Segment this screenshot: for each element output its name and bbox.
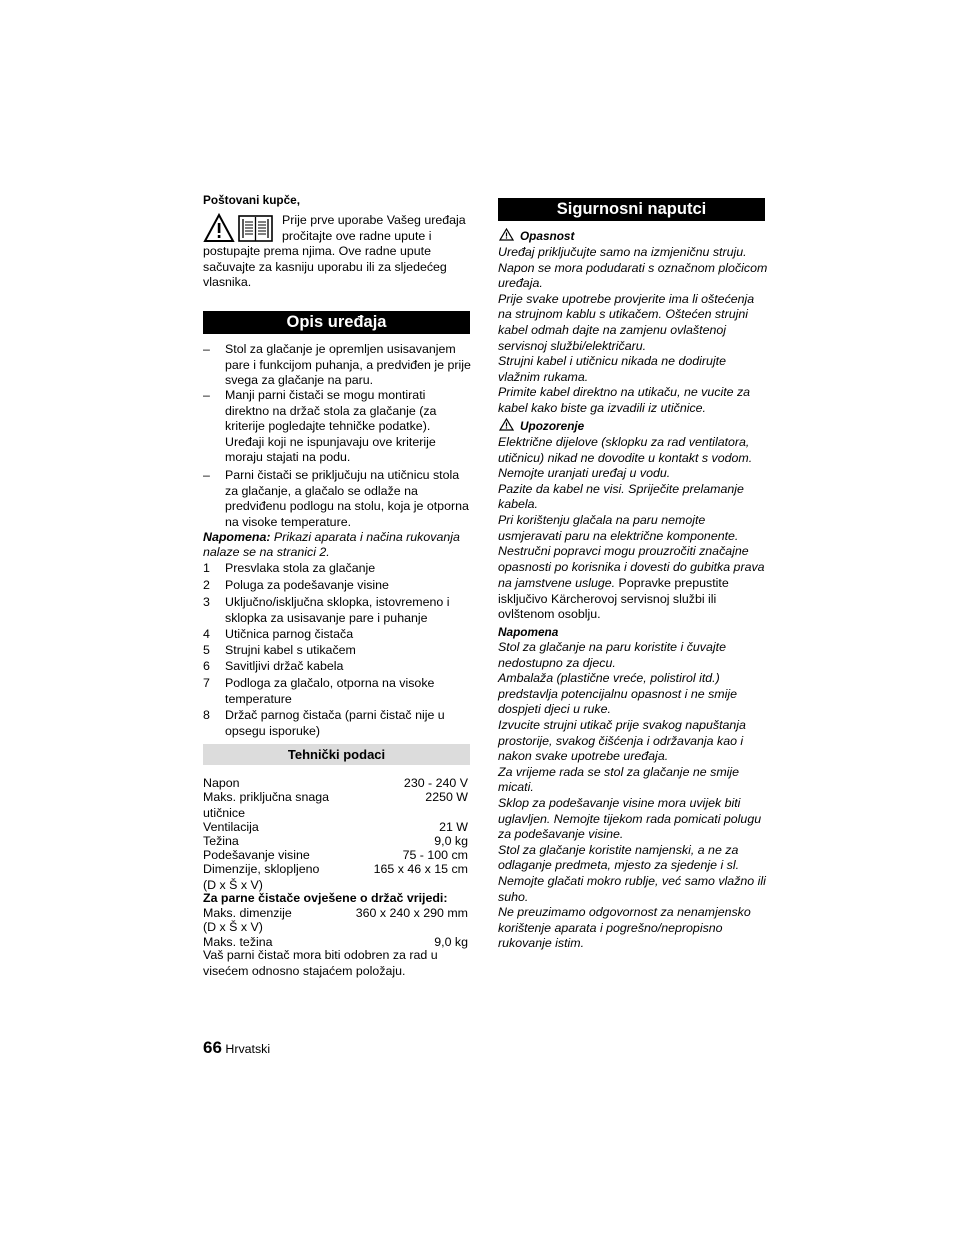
spec-key: Podešavanje visine	[203, 848, 310, 862]
text-line: Nemojte uranjati uređaj u vodu.	[498, 466, 671, 481]
item-text: Savitljivi držač kabela	[225, 659, 344, 673]
item-text: Uključno/isključna sklopka, istovremeno i	[225, 595, 450, 609]
text-line: Prije svake upotrebe provjerite ima li oštećenja	[498, 291, 755, 306]
spec-row	[203, 920, 468, 934]
mixed-italic: na jamstvene usluge.	[498, 576, 616, 590]
text-line: Izvucite strujni utikač prije svakog napuštanja	[498, 718, 746, 732]
warning-icon	[499, 228, 514, 244]
bullet-line: direktno na držač stola za glačanje (za	[225, 403, 437, 418]
item-number: 7	[203, 676, 210, 690]
spec-row	[203, 935, 468, 949]
item-number: 4	[203, 627, 210, 641]
text-line: uglavljen. Nemojte tijekom rada pomicati polugu	[498, 811, 762, 826]
text-line: Stol za glačanje koristite namjenski, a ne za	[498, 842, 739, 857]
item-text: Poluga za podešavanje visine	[225, 578, 389, 592]
text-line: korištenje aparata i pogrešno/nepropisno	[498, 920, 723, 935]
text-line: servisnoj službi/električaru.	[498, 338, 647, 353]
greeting: Poštovani kupče,	[203, 193, 301, 207]
footer	[203, 1038, 270, 1059]
intro-line: pročitajte ove radne upute i	[282, 229, 432, 243]
spec-key: (D x Š x V)	[203, 878, 263, 892]
spec-row	[203, 878, 468, 892]
note-line	[203, 530, 460, 546]
bullet-mark: –	[203, 388, 210, 402]
spec-key: (D x Š x V)	[203, 920, 263, 934]
item-text: Presvlaka stola za glačanje	[225, 561, 376, 575]
page-number: 66	[203, 1038, 222, 1057]
section-title-opis: Opis uređaja	[203, 311, 470, 334]
text-line: na strujnom kablu s utikačem. Oštećen strujni	[498, 307, 748, 322]
spec-value: 165 x 46 x 15 cm	[373, 862, 468, 876]
napomena-label: Napomena	[498, 625, 559, 639]
spec-key: Težina	[203, 834, 239, 848]
text-line: nedostupno za djecu.	[498, 655, 616, 670]
text-line: prostorije, svakog čišćenja i održavanja kao i	[498, 733, 744, 748]
spec-row	[203, 790, 468, 804]
intro-line: vlasnika.	[203, 275, 252, 289]
item-text: Držač parnog čistača (parni čistač nije u	[225, 708, 445, 722]
spec-row	[203, 906, 468, 920]
spec-row	[203, 820, 468, 834]
text-line: Pazite da kabel ne visi. Spriječite prelamanje	[498, 481, 744, 496]
text-line: Ambalaža (plastične vreće, polistirol itd.)	[498, 671, 720, 686]
plain-line: ovlštenom osoblju.	[498, 607, 601, 621]
spec-row	[203, 834, 468, 848]
text-line: nakon svake upotrebe uređaja.	[498, 749, 669, 764]
bullet-line: Manji parni čistači se mogu montirati	[225, 388, 426, 402]
bullet-line: Parni čistači se priključuju na utičnicu stola	[225, 468, 460, 482]
text-line: Napon se mora podudarati s označnom pločicom	[498, 260, 768, 275]
spec-value: 9,0 kg	[434, 834, 468, 848]
bullet-line: Uređaji koji ne ispunjavaju ove kriterije	[225, 434, 436, 449]
spec-row	[203, 862, 468, 876]
text-line: vlažnim rukama.	[498, 369, 589, 384]
bullet-mark: –	[203, 468, 210, 482]
upozorenje-label: Upozorenje	[520, 419, 585, 433]
text-line: Strujni kabel i utičnicu nikada ne dodirujte	[498, 354, 726, 369]
intro-line: postupajte prema njima. Ove radne upute	[203, 244, 431, 258]
item-text: sklopka za usisavanje pare i puhanje	[225, 610, 428, 625]
item-number: 1	[203, 561, 210, 575]
text-line: Stol za glačanje na paru koristite i čuvajte	[498, 640, 726, 654]
bullet-line: moraju stajati na podu.	[225, 450, 351, 464]
spec-key: utičnice	[203, 806, 246, 820]
text-line: uređaja.	[498, 276, 543, 291]
spec-value: 21 W	[439, 820, 468, 834]
text-line: Nestručni popravci mogu prouzročiti značajne	[498, 544, 749, 559]
spec-key: Ventilacija	[203, 820, 259, 834]
intro-line: sačuvajte za kasniju uporabu ili za sljedećeg	[203, 260, 447, 274]
text-line: opasnosti po korisnika i dovesti do gubitka prava	[498, 559, 765, 574]
specs-tail: visećem odnosno stajaćem položaju.	[203, 964, 406, 978]
text-line: dospjeti djeci u ruke.	[498, 702, 611, 717]
bullet-mark: –	[203, 342, 210, 356]
bullet-line: kriterije pogledajte tehničke podatke).	[225, 419, 431, 433]
footer-language: Hrvatski	[225, 1042, 271, 1056]
bullet-line: za glačanje, a glačalo se odlaže na	[225, 483, 418, 498]
intro-line: Prije prve uporabe Vašeg uređaja	[282, 213, 466, 227]
note-text: Prikazi aparata i načina rukovanja	[270, 530, 460, 544]
warning-read-manual-icon	[203, 213, 275, 243]
specs-bold-heading: Za parne čistače ovješene o držač vrijedi:	[203, 891, 448, 905]
item-number: 5	[203, 643, 210, 657]
spec-value: 75 - 100 cm	[402, 848, 468, 862]
text-line: micati.	[498, 780, 534, 795]
item-number: 8	[203, 708, 210, 722]
note-line-2: nalaze se na stranici 2.	[203, 545, 330, 559]
bullet-line: na visoke temperature.	[225, 514, 352, 529]
opasnost-label: Opasnost	[520, 229, 575, 243]
text-line: suho.	[498, 889, 529, 904]
spec-row	[203, 806, 468, 820]
text-line: Uređaj priključujte samo na izmjeničnu struju.	[498, 245, 747, 259]
item-number: 6	[203, 659, 210, 673]
spec-key: Dimenzije, sklopljeno	[203, 862, 320, 876]
note-label: Napomena:	[203, 530, 271, 544]
spec-key: Maks. težina	[203, 935, 273, 949]
spec-value: 9,0 kg	[434, 935, 468, 949]
warning-icon	[499, 418, 514, 434]
section-title-sigurnosni: Sigurnosni naputci	[498, 198, 765, 221]
bullet-line: pare i funkcijom puhanja, a predviđen je prije	[225, 357, 471, 372]
spec-key: Maks. dimenzije	[203, 906, 292, 920]
spec-value: 2250 W	[425, 790, 468, 804]
bullet-line: svega za glačanje na paru.	[225, 373, 374, 387]
text-line: usmjeravati paru na električne komponente.	[498, 528, 739, 543]
spec-key: Maks. priključna snaga	[203, 790, 330, 804]
text-line: Nemojte glačati mokro rublje, već samo vlažno ili	[498, 874, 766, 888]
text-line: odlaganje predmeta, mjesto za sjedenje i sl.	[498, 858, 740, 873]
mixed-plain: Popravke prepustite	[615, 576, 729, 590]
text-line: kabela.	[498, 497, 538, 512]
text-line: Za vrijeme rada se stol za glačanje ne smije	[498, 764, 740, 779]
item-text: opsegu isporuke)	[225, 723, 321, 738]
text-line: Ne preuzimamo odgovornost za nenamjensko	[498, 905, 751, 920]
text-line: za podešavanje visine.	[498, 827, 624, 842]
bullet-line: Stol za glačanje je opremljen usisavanjem	[225, 342, 456, 356]
item-text: Strujni kabel s utikačem	[225, 643, 356, 657]
specs-tail: Vaš parni čistač mora biti odobren za rad u	[203, 948, 438, 962]
spec-value: 230 - 240 V	[403, 776, 468, 790]
item-number: 3	[203, 595, 210, 609]
item-text: Podloga za glačalo, otporna na visoke	[225, 676, 435, 690]
spec-row	[203, 848, 468, 862]
item-text: temperature	[225, 691, 292, 706]
text-line: kabel kako biste ga izvadili iz utičnice.	[498, 401, 706, 415]
text-line: rukovanje istim.	[498, 936, 585, 951]
text-line: predstavlja potencijalnu opasnost i ne smije	[498, 686, 738, 701]
text-line: utičnicu) nikad ne dovodite u kontakt s vodom.	[498, 450, 753, 465]
item-text: Utičnica parnog čistača	[225, 627, 354, 641]
text-line: Primite kabel direktno na utikaču, ne vucite za	[498, 385, 751, 400]
text-line: Sklop za podešavanje visine mora uvijek biti	[498, 796, 741, 810]
text-line: kabel odmah dajte na zamjenu ovlaštenoj	[498, 323, 726, 337]
text-line: Električne dijelove (sklopku za rad ventilatora,	[498, 435, 750, 449]
text-line: Pri korištenju glačala na paru nemojte	[498, 513, 706, 527]
spec-value: 360 x 240 x 290 mm	[355, 906, 468, 920]
mixed-line	[498, 576, 729, 592]
spec-key: Napon	[203, 776, 240, 790]
tech-data-title: Tehnički podaci	[203, 744, 470, 765]
spec-row	[203, 776, 468, 790]
bullet-line: predviđenu podlogu na stolu, koja je otporna	[225, 499, 469, 513]
item-number: 2	[203, 578, 210, 592]
plain-line: isključivo Kärcherovoj servisnoj službi ili	[498, 592, 717, 606]
